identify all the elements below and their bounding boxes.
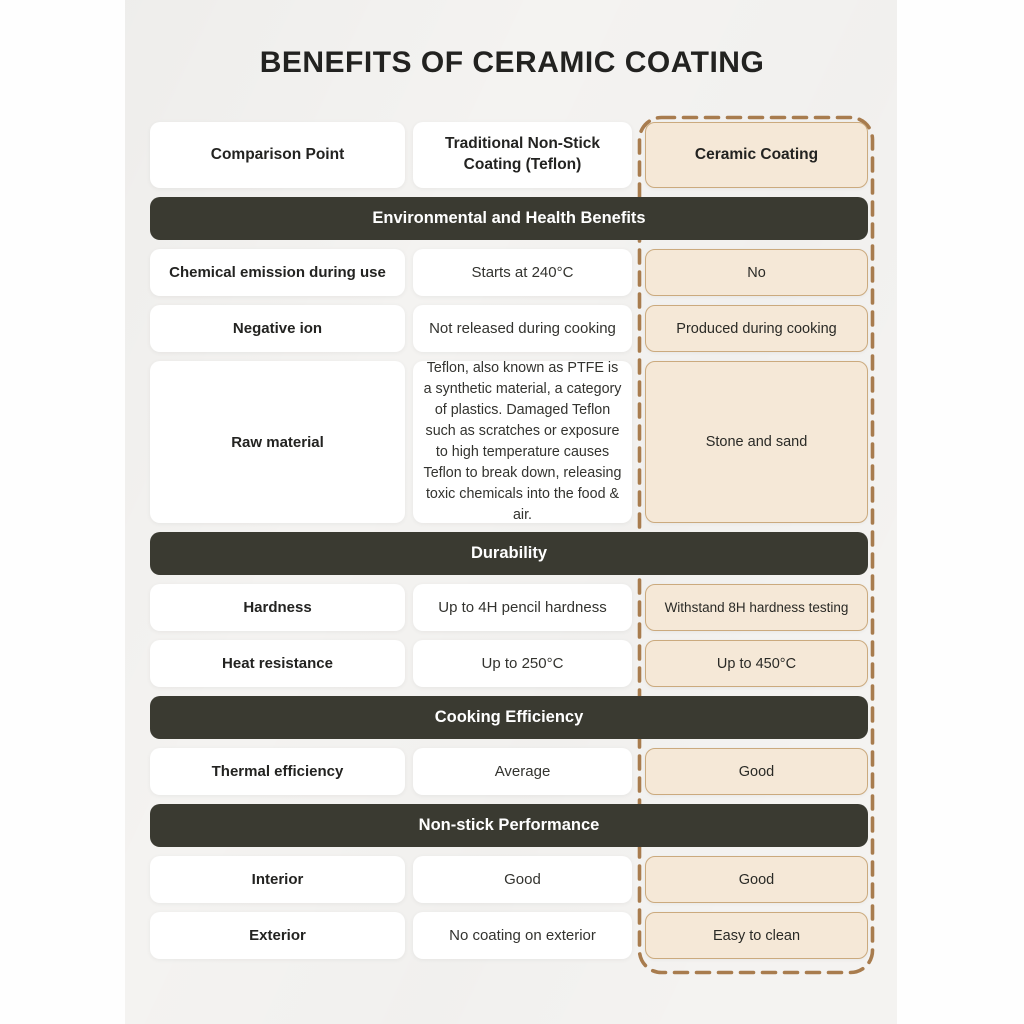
table-row-raw-material	[150, 361, 868, 523]
table-row-interior	[150, 856, 868, 903]
row-label: Heat resistance	[150, 640, 405, 687]
section-header-nonstick-performance: Non-stick Performance	[150, 804, 868, 847]
table-row-hardness	[150, 584, 868, 631]
ceramic-value: Up to 450°C	[645, 640, 868, 687]
table-row-chemical-emission	[150, 249, 868, 296]
traditional-value: Good	[413, 856, 632, 903]
traditional-value: Not released during cooking	[413, 305, 632, 352]
ceramic-value: Easy to clean	[645, 912, 868, 959]
ceramic-value: Withstand 8H hardness testing	[645, 584, 868, 631]
row-label: Chemical emission during use	[150, 249, 405, 296]
ceramic-value: Good	[645, 748, 868, 795]
header-ceramic-coating: Ceramic Coating	[645, 122, 868, 188]
comparison-table	[150, 122, 868, 968]
header-comparison-point: Comparison Point	[150, 122, 405, 188]
traditional-value: Up to 4H pencil hardness	[413, 584, 632, 631]
row-label: Exterior	[150, 912, 405, 959]
table-row-thermal-efficiency	[150, 748, 868, 795]
row-label: Interior	[150, 856, 405, 903]
header-traditional-coating: Traditional Non-Stick Coating (Teflon)	[413, 122, 632, 188]
traditional-value: Average	[413, 748, 632, 795]
row-label: Negative ion	[150, 305, 405, 352]
section-header-durability: Durability	[150, 532, 868, 575]
row-label: Thermal efficiency	[150, 748, 405, 795]
row-label: Raw material	[150, 361, 405, 523]
traditional-value: Up to 250°C	[413, 640, 632, 687]
ceramic-value: No	[645, 249, 868, 296]
traditional-value: Teflon, also known as PTFE is a synthetic material, a category of plastics. Damaged Teflon such as scratches or exposure to high temperature causes Teflon to break down, releasing toxic chemicals into the food & air.	[413, 361, 632, 523]
table-header-row	[150, 122, 868, 188]
section-header-environmental-health: Environmental and Health Benefits	[150, 197, 868, 240]
ceramic-value: Stone and sand	[645, 361, 868, 523]
ceramic-value: Good	[645, 856, 868, 903]
table-row-negative-ion	[150, 305, 868, 352]
section-header-cooking-efficiency: Cooking Efficiency	[150, 696, 868, 739]
page-title: BENEFITS OF CERAMIC COATING	[259, 46, 765, 79]
traditional-value: Starts at 240°C	[413, 249, 632, 296]
table-row-heat-resistance	[150, 640, 868, 687]
ceramic-value: Produced during cooking	[645, 305, 868, 352]
table-row-exterior	[150, 912, 868, 959]
row-label: Hardness	[150, 584, 405, 631]
traditional-value: No coating on exterior	[413, 912, 632, 959]
